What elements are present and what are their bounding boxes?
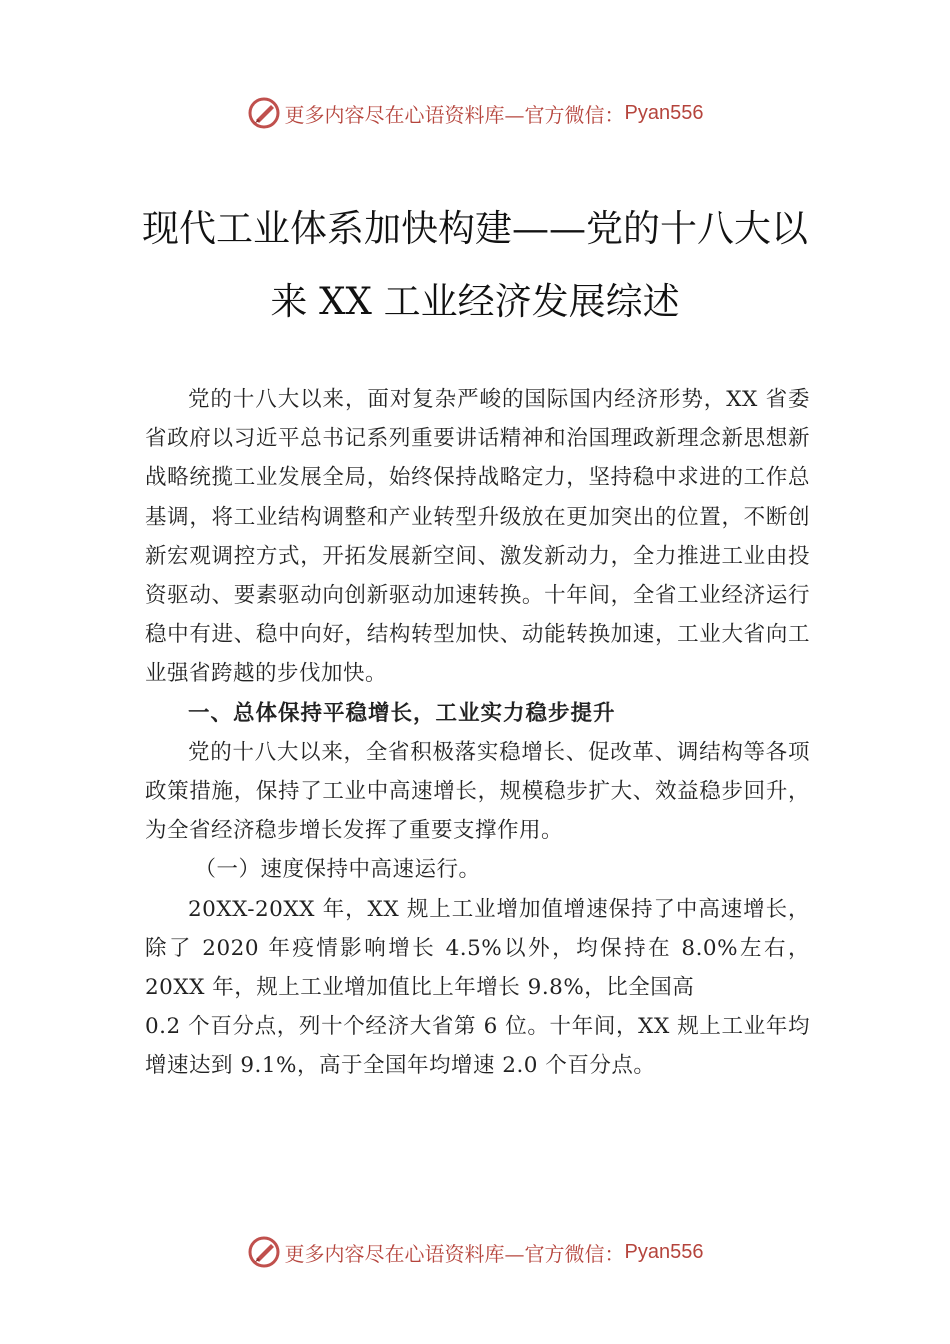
subsection-1-paragraph-b: 0.2 个百分点，列十个经济大省第 6 位。十年间，XX 规上工业年均增速达到 9.1%，高于全国年均增速 2.0 个百分点。 (145, 1014, 810, 1079)
document-body (145, 380, 810, 1086)
header-wechat-id: Pyan556 (624, 101, 704, 124)
header-banner-text: 更多内容尽在心语资料库—官方微信： (284, 102, 625, 127)
document-title (0, 192, 950, 338)
footer-banner (0, 1232, 950, 1272)
section-1-paragraph: 党的十八大以来，全省积极落实稳增长、促改革、调结构等各项政策措施，保持了工业中高速增长，规模稳步扩大、效益稳步回升，为全省经济稳步增长发挥了重要支撑作用。 (145, 739, 810, 844)
header-banner (0, 93, 950, 133)
title-line-2: 来 XX 工业经济发展综述 (270, 280, 680, 323)
title-line-1: 现代工业体系加快构建——党的十八大以 (142, 207, 808, 250)
subsection-1-heading: （一）速度保持中高速运行。 (194, 857, 481, 883)
footer-banner-text: 更多内容尽在心语资料库—官方微信： (284, 1241, 625, 1266)
footer-wechat-id: Pyan556 (624, 1240, 704, 1263)
brush-logo-icon (247, 96, 281, 130)
brush-logo-icon (247, 1235, 281, 1269)
subsection-1-paragraph-a: 20XX-20XX 年，XX 规上工业增加值增速保持了中高速增长，除了 2020 年疫情影响增长 4.5%以外，均保持在 8.0%左右，20XX 年，规上工业增加值比上年增长 9.8%，比全国高 (145, 896, 810, 1001)
intro-paragraph: 党的十八大以来，面对复杂严峻的国际国内经济形势，XX 省委省政府以习近平总书记系列重要讲话精神和治国理政新理念新思想新战略统揽工业发展全局，始终保持战略定力，坚持稳中求进的工作总基调，将工业结构调整和产业转型升级放在更加突出的位置，不断创新宏观调控方式，开拓发展新空间、激发新动力，全力推进工业由投资驱动、要素驱动向创新驱动加速转换。十年间，全省工业经济运行稳中有进、稳中向好，结构转型加快、动能转换加速，工业大省向工业强省跨越的步伐加快。 (145, 387, 810, 687)
section-1-heading: 一、总体保持平稳增长，工业实力稳步提升 (188, 700, 616, 726)
